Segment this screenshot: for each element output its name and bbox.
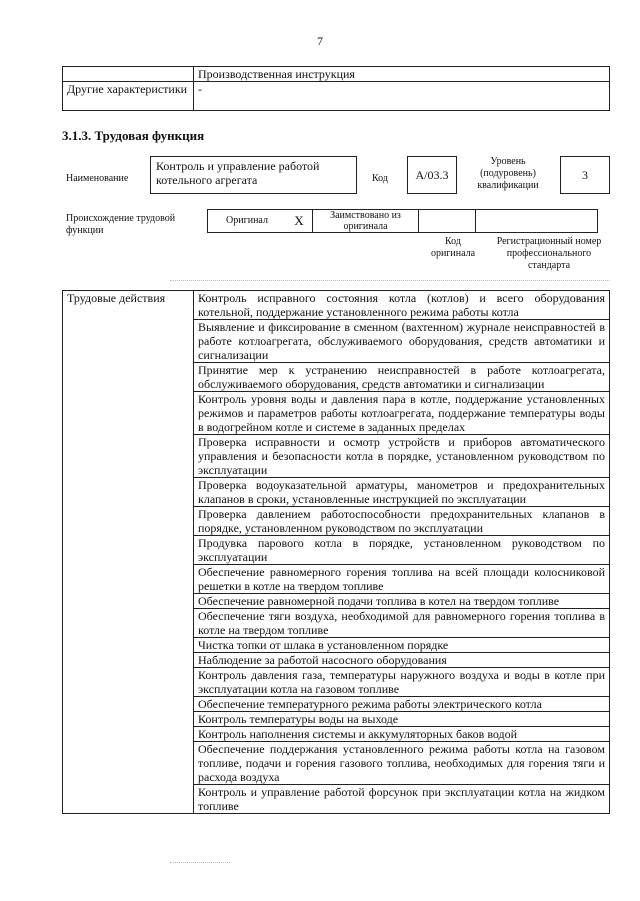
borrowed-label: Заимствовано из оригинала <box>313 210 419 233</box>
labor-action-item: Обеспечение поддержания установленного режима работы котла на газовом топливе, подачи и горения газового топлива, необходимых для горения тяги и расхода воздуха <box>194 742 610 785</box>
labor-action-item: Продувка парового котла в порядке, установленном руководством по эксплуатации <box>194 536 610 565</box>
code-original-cell <box>419 210 476 233</box>
labor-actions-table <box>62 290 610 814</box>
table-row <box>63 82 610 111</box>
section-title: 3.1.3. Трудовая функция <box>62 128 205 143</box>
other-characteristics-label: Другие характеристики <box>63 82 194 111</box>
original-label: Оригинал <box>208 210 287 233</box>
table-row <box>63 291 610 320</box>
page-number: 7 <box>317 34 323 48</box>
labor-action-item: Контроль наполнения системы и аккумуляторных баков водой <box>194 727 610 742</box>
labor-action-item: Контроль уровня воды и давления пара в котле, поддержание установленных режимов и параметров работы котлоагрегата, поддержание температуры воды в водогрейном котле и системе в заданных пределах <box>194 392 610 435</box>
table-row <box>63 67 610 82</box>
labor-action-item: Принятие мер к устранению неисправностей в работе котлоагрегата, обслуживаемого оборудования, средств автоматики и сигнализации <box>194 363 610 392</box>
labor-action-item: Выявление и фиксирование в сменном (вахтенном) журнале неисправностей в работе котлоагрегата, обслуживаемого оборудования, средств автоматики и сигнализации <box>194 320 610 363</box>
reg-number-label: Регистрационный номер профессионального стандарта <box>496 236 602 271</box>
labor-action-item: Контроль исправного состояния котла (котлов) и всего оборудования котельной, поддержание установленного режима работы котла <box>194 291 610 320</box>
labor-action-item: Обеспечение равномерного горения топлива на всей площади колосниковой решетки в котле на твердом топливе <box>194 565 610 594</box>
table-cell: Производственная инструкция <box>194 67 610 82</box>
code-original-label: Код оригинала <box>430 236 476 259</box>
code-label: Код <box>372 173 388 184</box>
divider <box>170 862 230 863</box>
origin-label: Происхождение трудовой функции <box>66 213 176 236</box>
divider <box>170 280 610 281</box>
labor-action-item: Контроль давления газа, температуры наружного воздуха и воды в котле при эксплуатации котла на газовом топливе <box>194 668 610 697</box>
original-mark: Х <box>286 210 313 233</box>
labor-action-item: Обеспечение тяги воздуха, необходимой для равномерного горения топлива в котле на твердом топливе <box>194 609 610 638</box>
origin-table <box>207 209 598 233</box>
labor-action-item: Наблюдение за работой насосного оборудования <box>194 653 610 668</box>
labor-action-item: Проверка исправности и осмотр устройств и приборов автоматического управления и безопасности котла в порядке, установленном руководством по эксплуатации <box>194 435 610 478</box>
labor-action-item: Проверка водоуказательной арматуры, манометров и предохранительных клапанов в сроки, установленные инструкцией по эксплуатации <box>194 478 610 507</box>
name-label: Наименование <box>66 173 129 184</box>
labor-action-item: Чистка топки от шлака в установленном порядке <box>194 638 610 653</box>
table-row <box>208 210 598 233</box>
code-value: А/03.3 <box>407 156 457 194</box>
qualification-level-value: 3 <box>560 156 610 194</box>
labor-action-item: Контроль температуры воды на выходе <box>194 712 610 727</box>
name-value: Контроль и управление работой котельного агрегата <box>150 156 357 194</box>
labor-actions-label: Трудовые действия <box>63 291 194 814</box>
table-cell <box>63 67 194 82</box>
labor-action-item: Контроль и управление работой форсунок при эксплуатации котла на жидком топливе <box>194 785 610 814</box>
labor-action-item: Проверка давлением работоспособности предохранительных клапанов в порядке, установленном руководством по эксплуатации <box>194 507 610 536</box>
top-table <box>62 66 610 111</box>
qualification-level-label: Уровень (подуровень) квалификации <box>477 156 539 191</box>
reg-number-cell <box>476 210 598 233</box>
labor-action-item: Обеспечение температурного режима работы электрического котла <box>194 697 610 712</box>
other-characteristics-value: - <box>194 82 610 111</box>
labor-action-item: Обеспечение равномерной подачи топлива в котел на твердом топливе <box>194 594 610 609</box>
